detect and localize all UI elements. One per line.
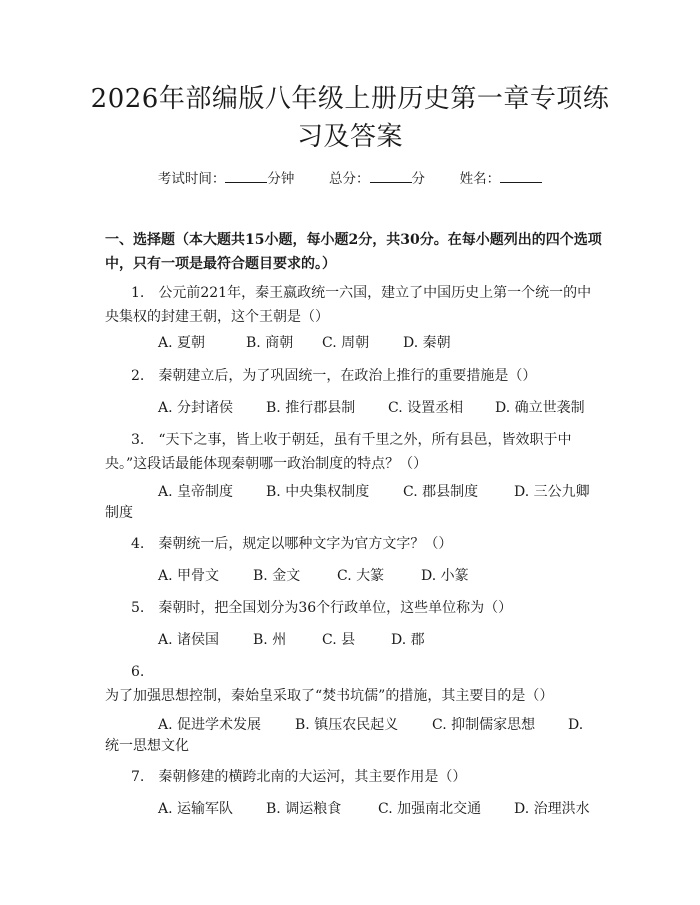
question-number: 6.: [131, 664, 145, 680]
option-a: A. 甲骨文: [158, 568, 220, 584]
option-b: B. 商朝: [246, 335, 294, 351]
option-c: C. 大篆: [337, 568, 385, 584]
question-stem: 秦朝建立后，为了巩固统一，在政治上推行的重要措施是（）: [158, 368, 537, 384]
option-d: D. 秦朝: [403, 335, 451, 351]
option-a: A. 分封诸侯: [158, 400, 234, 416]
question-stem: “天下之事，皆上收于朝廷，虽有千里之外，所有县邑，皆效职于中央。”这段话最能体现秦朝哪一政治制度的特点？（）: [105, 432, 572, 472]
question-5: [105, 596, 603, 620]
question-stem: 为了加强思想控制，秦始皇采取了“焚书坑儒”的措施，其主要目的是（）: [105, 688, 554, 704]
option-c: C. 抑制儒家思想: [432, 717, 536, 733]
student-name-blank: [500, 168, 542, 183]
option-d: D. 确立世袭制: [495, 400, 585, 416]
question-stem: 秦朝统一后，规定以哪种文字为官方文字？（）: [158, 536, 453, 552]
option-b: B. 推行郡县制: [266, 400, 356, 416]
option-b: B. 州: [253, 632, 287, 648]
option-a: A. 诸侯国: [158, 632, 220, 648]
option-d-continued: 统一思想文化: [105, 738, 189, 754]
option-a: A. 促进学术发展: [158, 717, 262, 733]
question-number: 4.: [131, 536, 145, 552]
question-number: 3.: [131, 432, 145, 448]
question-4: [105, 532, 603, 556]
question-number: 1.: [131, 285, 145, 301]
option-c: C. 周朝: [322, 335, 370, 351]
exam-info-line: [0, 168, 700, 189]
question-number: 2.: [131, 368, 145, 384]
total-score-blank: [370, 168, 412, 183]
exam-time-label: 考试时间：: [157, 171, 226, 187]
total-score-unit: 分: [411, 171, 425, 187]
question-stem: 秦朝时，把全国划分为36个行政单位，这些单位称为（）: [158, 600, 513, 616]
option-d: D. 郡: [391, 632, 425, 648]
exam-time-blank: [225, 168, 267, 183]
question-number: 7.: [131, 769, 145, 785]
question-1: [105, 281, 603, 329]
question-3: [105, 428, 603, 476]
option-a: A. 运输军队: [158, 801, 234, 817]
option-c: C. 加强南北交通: [378, 801, 482, 817]
total-score-label: 总分：: [329, 171, 370, 187]
question-2: [105, 364, 603, 388]
option-d: D. 小篆: [421, 568, 469, 584]
option-c: C. 郡县制度: [403, 484, 479, 500]
question-number: 5.: [131, 600, 145, 616]
option-b: B. 金文: [253, 568, 301, 584]
option-d: D.: [568, 717, 584, 733]
option-d: D. 治理洪水: [514, 801, 590, 817]
question-6: [105, 660, 603, 708]
option-b: B. 调运粮食: [266, 801, 342, 817]
option-a: A. 皇帝制度: [158, 484, 234, 500]
option-b: B. 镇压农民起义: [295, 717, 399, 733]
option-b: B. 中央集权制度: [266, 484, 370, 500]
option-a: A. 夏朝: [158, 335, 206, 351]
section-heading: 一、选择题（本大题共15小题，每小题2分，共30分。在每小题列出的四个选项中，只有一项是最符合题目要求的。）: [105, 232, 602, 272]
option-d-continued: 制度: [105, 505, 133, 521]
question-stem: 秦朝修建的横跨北南的大运河，其主要作用是（）: [158, 769, 467, 785]
question-7: [105, 765, 603, 789]
option-d: D. 三公九卿: [514, 484, 590, 500]
student-name-label: 姓名：: [459, 171, 501, 187]
exam-time-unit: 分钟: [267, 171, 295, 187]
question-stem: 公元前221年，秦王嬴政统一六国，建立了中国历史上第一个统一的中央集权的封建王朝，这个王朝是（）: [105, 285, 592, 325]
option-c: C. 县: [322, 632, 356, 648]
option-c: C. 设置丞相: [388, 400, 464, 416]
document-title: 2026年部编版八年级上册历史第一章专项练习及答案: [90, 84, 610, 152]
